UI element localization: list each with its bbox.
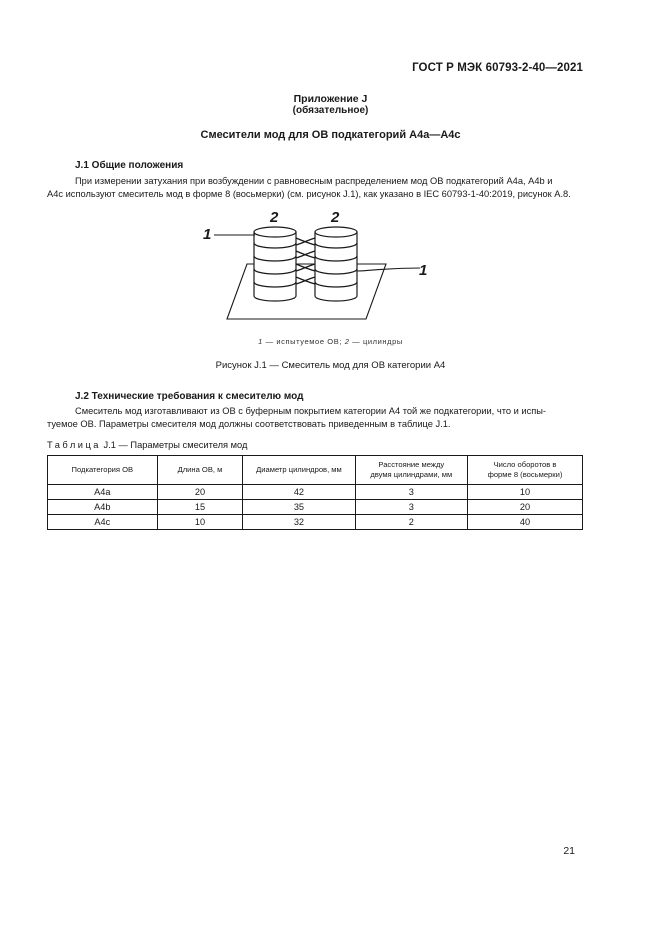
table-label: Таблица (47, 440, 101, 450)
column-header-turns: Число оборотов в форме 8 (восьмерки) (467, 456, 582, 485)
paragraph-line: туемое ОВ. Параметры смесителя мод должны соответствовать приведенным в таблице J.1. (47, 419, 451, 429)
table-cell: 15 (157, 500, 243, 515)
table-title: J.1 — Параметры смесителя мод (100, 440, 248, 450)
appendix-title: Приложение J (293, 93, 368, 105)
figure-legend (0, 337, 661, 346)
table-cell: 2 (355, 515, 467, 530)
table-cell: 42 (243, 485, 355, 500)
main-title: Смесители мод для ОВ подкатегорий A4a—A4c (200, 129, 461, 141)
section-2-heading: J.2 Технические требования к смесителю мод (75, 391, 304, 402)
column-header-diameter: Диаметр цилиндров, мм (243, 456, 355, 485)
mixer-parameters-table (47, 455, 583, 530)
cylinder-right (315, 227, 357, 301)
label-fiber-right: 1 (419, 262, 428, 279)
cylinder-left (254, 227, 296, 301)
table-cell: A4b (48, 500, 158, 515)
table-cell: 10 (467, 485, 582, 500)
legend-text-1: — испытуемое ОВ; (262, 337, 345, 346)
legend-num-2: 2 (344, 337, 350, 346)
table-cell: 40 (467, 515, 582, 530)
legend-text-2: — цилиндры (349, 337, 403, 346)
paragraph-line: При измерении затухания при возбуждении с равновесным распределением мод ОВ подкатегорий А4а, А4b и (75, 176, 553, 186)
legend-num-1: 1 (258, 337, 263, 346)
section-2-paragraph (47, 405, 583, 431)
table-row (48, 500, 583, 515)
table-row (48, 485, 583, 500)
column-header-subcategory: Подкатегория ОВ (48, 456, 158, 485)
figure-caption: Рисунок J.1 — Смеситель мод для ОВ категории А4 (215, 360, 446, 371)
table-cell: A4c (48, 515, 158, 530)
table-cell: 20 (157, 485, 243, 500)
mode-mixer-figure (190, 200, 480, 330)
table-cell: 20 (467, 500, 582, 515)
label-cylinder-left: 2 (270, 209, 279, 226)
table-cell: 32 (243, 515, 355, 530)
table-row (48, 515, 583, 530)
section-1-heading: J.1 Общие положения (75, 160, 184, 171)
label-cylinder-right: 2 (331, 209, 340, 226)
table-caption (47, 440, 247, 450)
paragraph-line: А4с используют смеситель мод в форме 8 (восьмерки) (см. рисунок J.1), как указано в IEC 60793-1-40:2019, рисунок А.8. (47, 189, 571, 199)
column-header-spacing: Расстояние между двумя цилиндрами, мм (355, 456, 467, 485)
table-cell: 35 (243, 500, 355, 515)
label-fiber-left: 1 (203, 226, 212, 243)
page-number: 21 (563, 845, 575, 857)
table-cell: 10 (157, 515, 243, 530)
table-header-row (48, 456, 583, 485)
table-cell: A4a (48, 485, 158, 500)
appendix-status: (обязательное) (292, 105, 369, 116)
table-cell: 3 (355, 500, 467, 515)
section-1-paragraph (47, 175, 583, 201)
table-cell: 3 (355, 485, 467, 500)
column-header-length: Длина ОВ, м (157, 456, 243, 485)
paragraph-line: Смеситель мод изготавливают из ОВ с буферным покрытием категории А4 той же подкатегории, что и испы- (75, 406, 547, 416)
document-header: ГОСТ Р МЭК 60793-2-40—2021 (412, 62, 583, 74)
